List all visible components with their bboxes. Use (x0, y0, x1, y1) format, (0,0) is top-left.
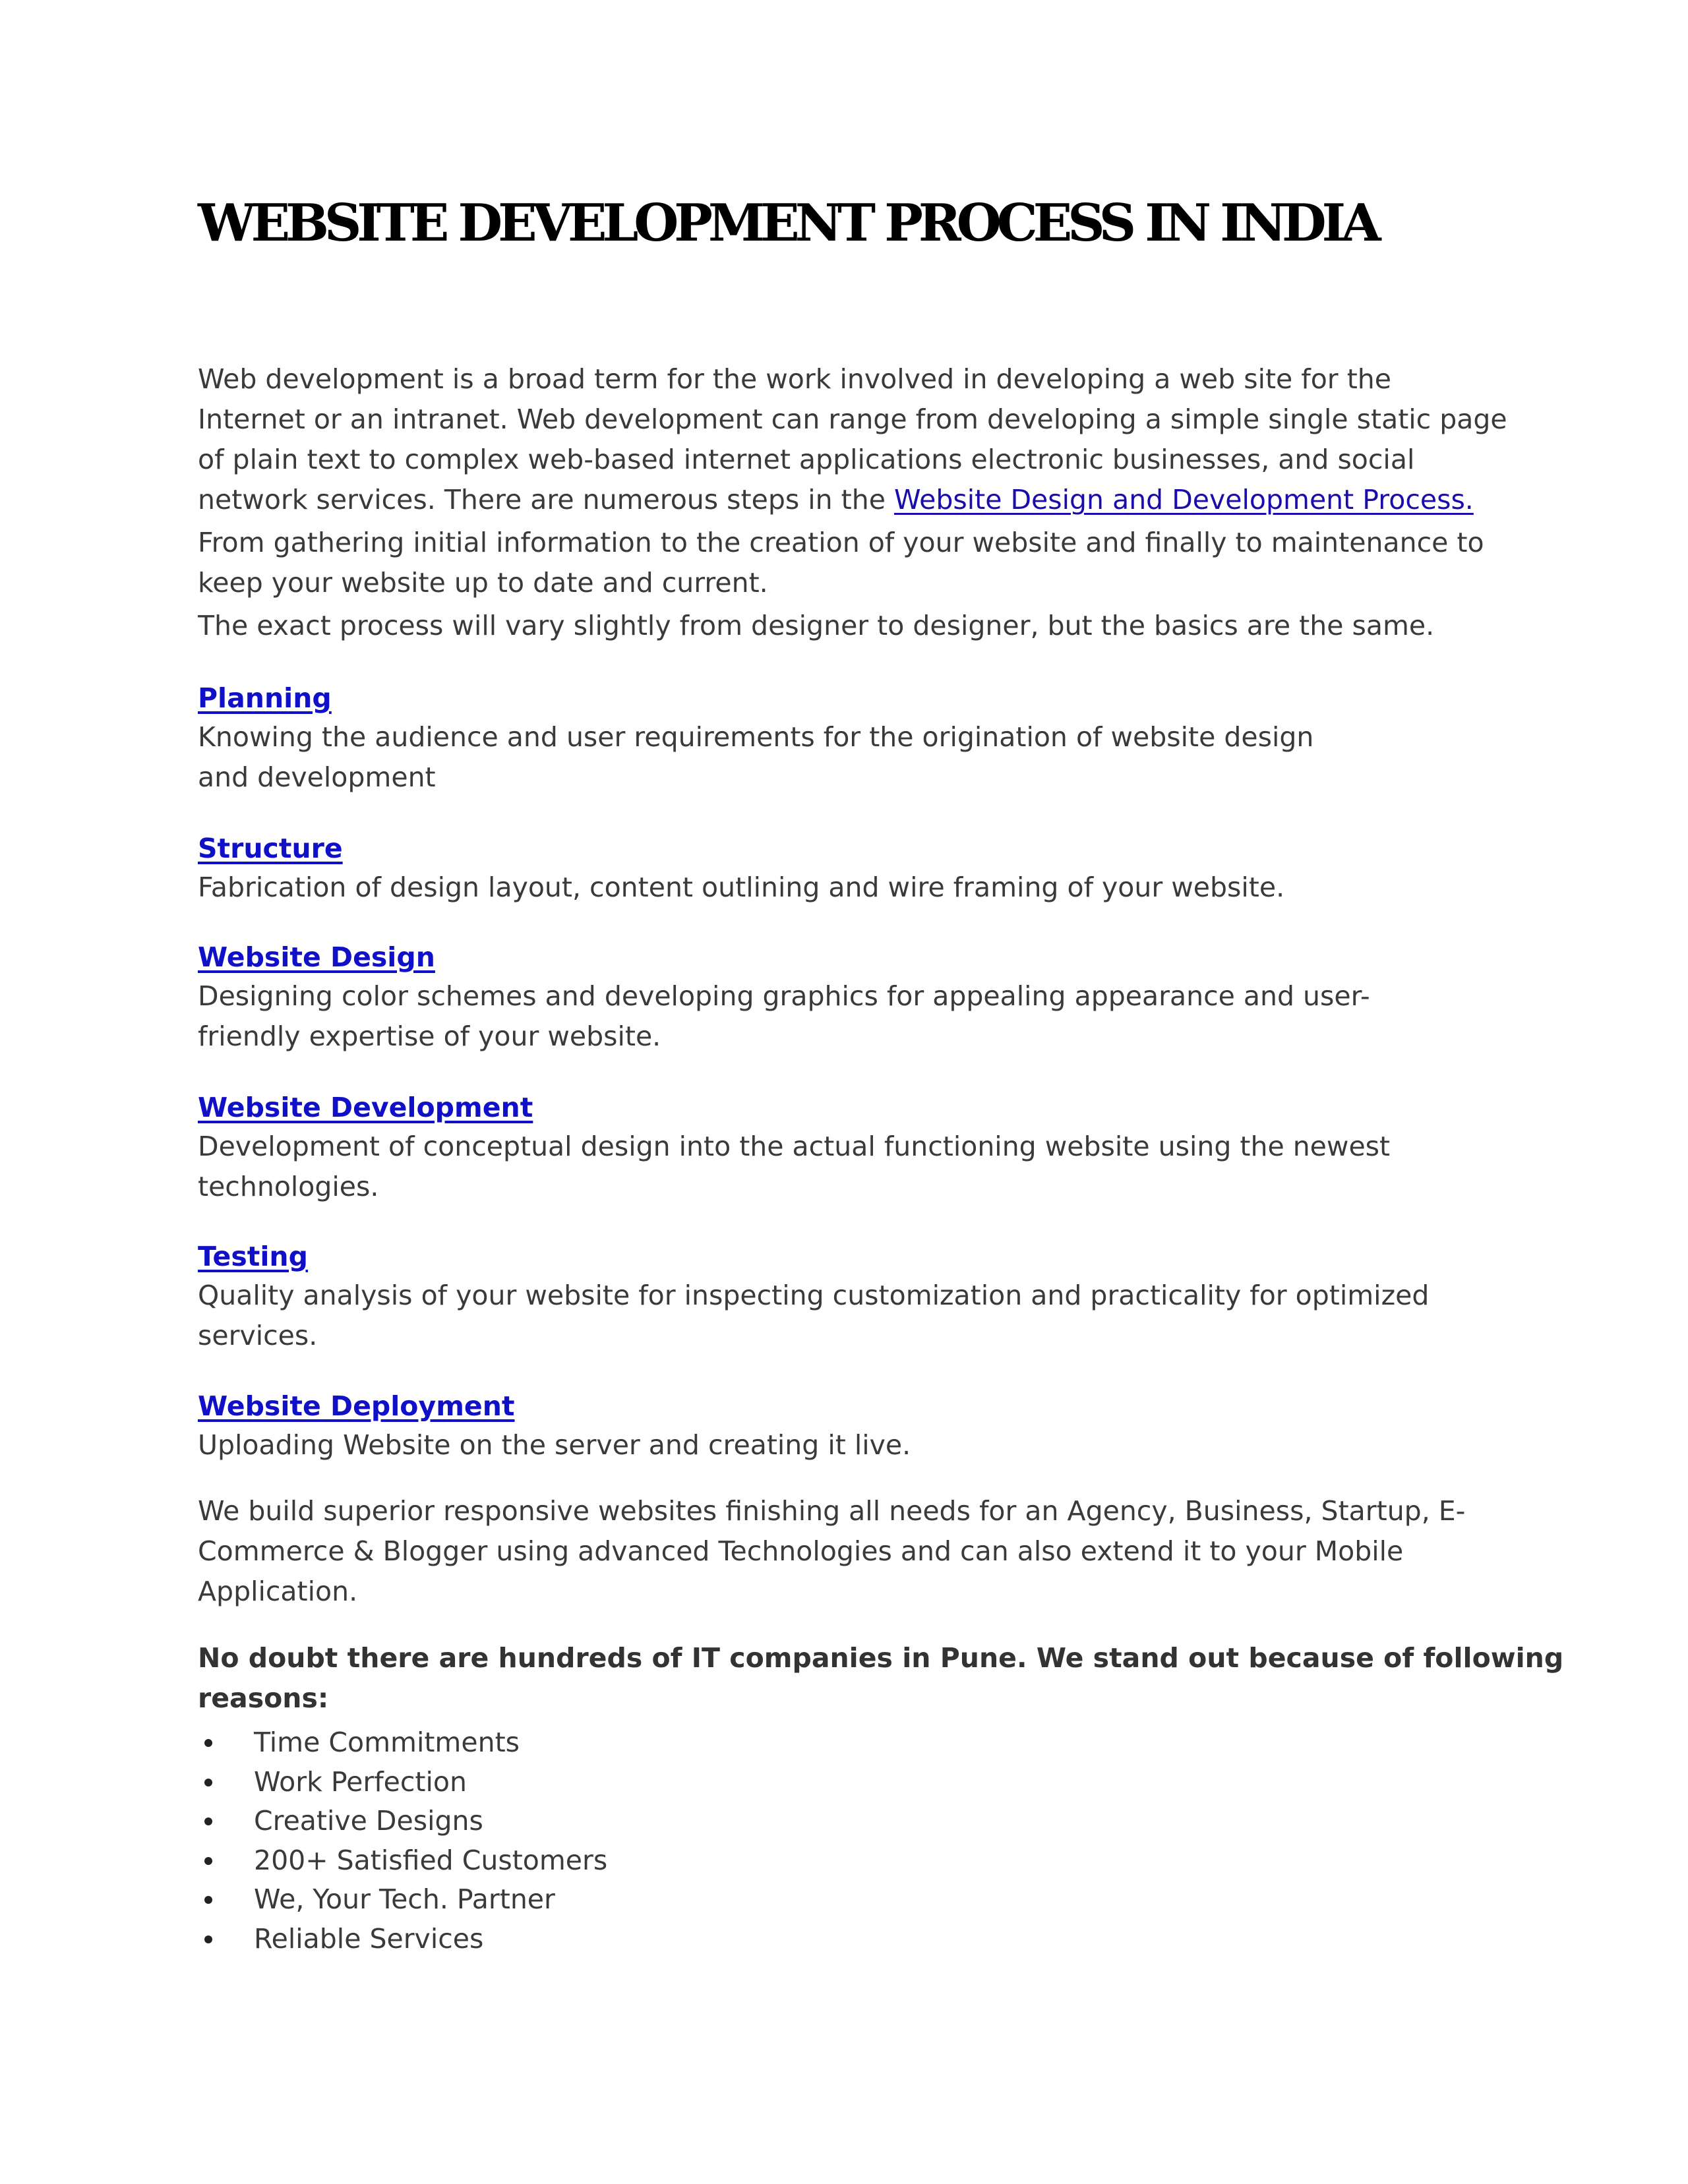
intro-line-text: network services. There are numerous steps in the (198, 484, 894, 516)
list-item (198, 1880, 607, 1920)
list-item-label: We, Your Tech. Partner (254, 1883, 555, 1915)
list-item-label: 200+ Satisfied Customers (254, 1844, 608, 1876)
website-deployment-heading-link[interactable]: Website Deployment (198, 1390, 515, 1422)
intro-line: From gathering initial information to the creation of your website and finally to maintenance to (198, 527, 1484, 558)
bullet-icon (204, 1817, 212, 1825)
section-testing (198, 1237, 1490, 1356)
planning-heading-link[interactable]: Planning (198, 682, 332, 714)
list-item (198, 1802, 607, 1841)
section-planning (198, 679, 1490, 798)
list-item-label: Time Commitments (254, 1727, 520, 1758)
section-website-deployment (198, 1387, 1490, 1465)
bullet-icon (204, 1857, 212, 1865)
intro-line: Internet or an intranet. Web development can range from developing a simple single static page (198, 403, 1507, 435)
closing-line: Commerce & Blogger using advanced Technologies and can also extend it to your Mobile (198, 1535, 1404, 1567)
website-design-heading-link[interactable]: Website Design (198, 941, 435, 973)
list-item-label: Creative Designs (254, 1805, 483, 1837)
bullet-icon (204, 1779, 212, 1786)
intro-line: keep your website up to date and current. (198, 567, 768, 599)
section-website-development (198, 1088, 1490, 1207)
list-item (198, 1841, 607, 1881)
intro-line: The exact process will vary slightly from designer to designer, but the basics are the same. (198, 610, 1435, 641)
intro-line-with-link (198, 480, 1490, 520)
closing-line: We build superior responsive websites finishing all needs for an Agency, Business, Startup, E- (198, 1495, 1466, 1527)
section-description: Fabrication of design layout, content outlining and wire framing of your website. (198, 871, 1285, 903)
website-development-heading-link[interactable]: Website Development (198, 1092, 533, 1123)
bullet-icon (204, 1896, 212, 1904)
intro-line: of plain text to complex web-based internet applications electronic businesses, and social (198, 444, 1415, 475)
design-development-process-link[interactable]: Website Design and Development Process. (894, 484, 1474, 516)
page-title: WEBSITE DEVELOPMENT PROCESS IN INDIA (198, 193, 1377, 253)
structure-heading-link[interactable]: Structure (198, 833, 343, 864)
list-item-label: Reliable Services (254, 1922, 484, 1955)
reasons-heading-line: No doubt there are hundreds of IT companies in Pune. We stand out because of following (198, 1642, 1564, 1674)
section-description: Development of conceptual design into the actual functioning website using the newest (198, 1131, 1391, 1162)
bullet-icon (204, 1935, 212, 1943)
section-structure (198, 829, 1490, 908)
section-description: services. (198, 1320, 318, 1351)
reasons-list (198, 1723, 607, 1959)
testing-heading-link[interactable]: Testing (198, 1241, 308, 1272)
intro-paragraph (198, 359, 1507, 646)
list-item (198, 1763, 607, 1802)
list-item (198, 1723, 607, 1763)
reasons-heading-line: reasons: (198, 1682, 329, 1714)
list-item-label: Work Perfection (254, 1765, 467, 1798)
section-description: Knowing the audience and user requirements for the origination of website design (198, 721, 1314, 753)
closing-paragraph (198, 1491, 1490, 1612)
section-description: Uploading Website on the server and creating it live. (198, 1429, 911, 1461)
section-description: Quality analysis of your website for inspecting customization and practicality for optimized (198, 1280, 1430, 1311)
reasons-heading (198, 1638, 1564, 1719)
intro-line: Web development is a broad term for the work involved in developing a web site for the (198, 363, 1391, 395)
section-description: technologies. (198, 1171, 379, 1202)
list-item (198, 1920, 607, 1959)
section-description: friendly expertise of your website. (198, 1020, 661, 1052)
section-description: Designing color schemes and developing graphics for appealing appearance and user- (198, 980, 1370, 1012)
closing-line: Application. (198, 1576, 358, 1607)
section-description: and development (198, 761, 436, 793)
bullet-icon (204, 1739, 212, 1747)
section-website-design (198, 938, 1490, 1057)
